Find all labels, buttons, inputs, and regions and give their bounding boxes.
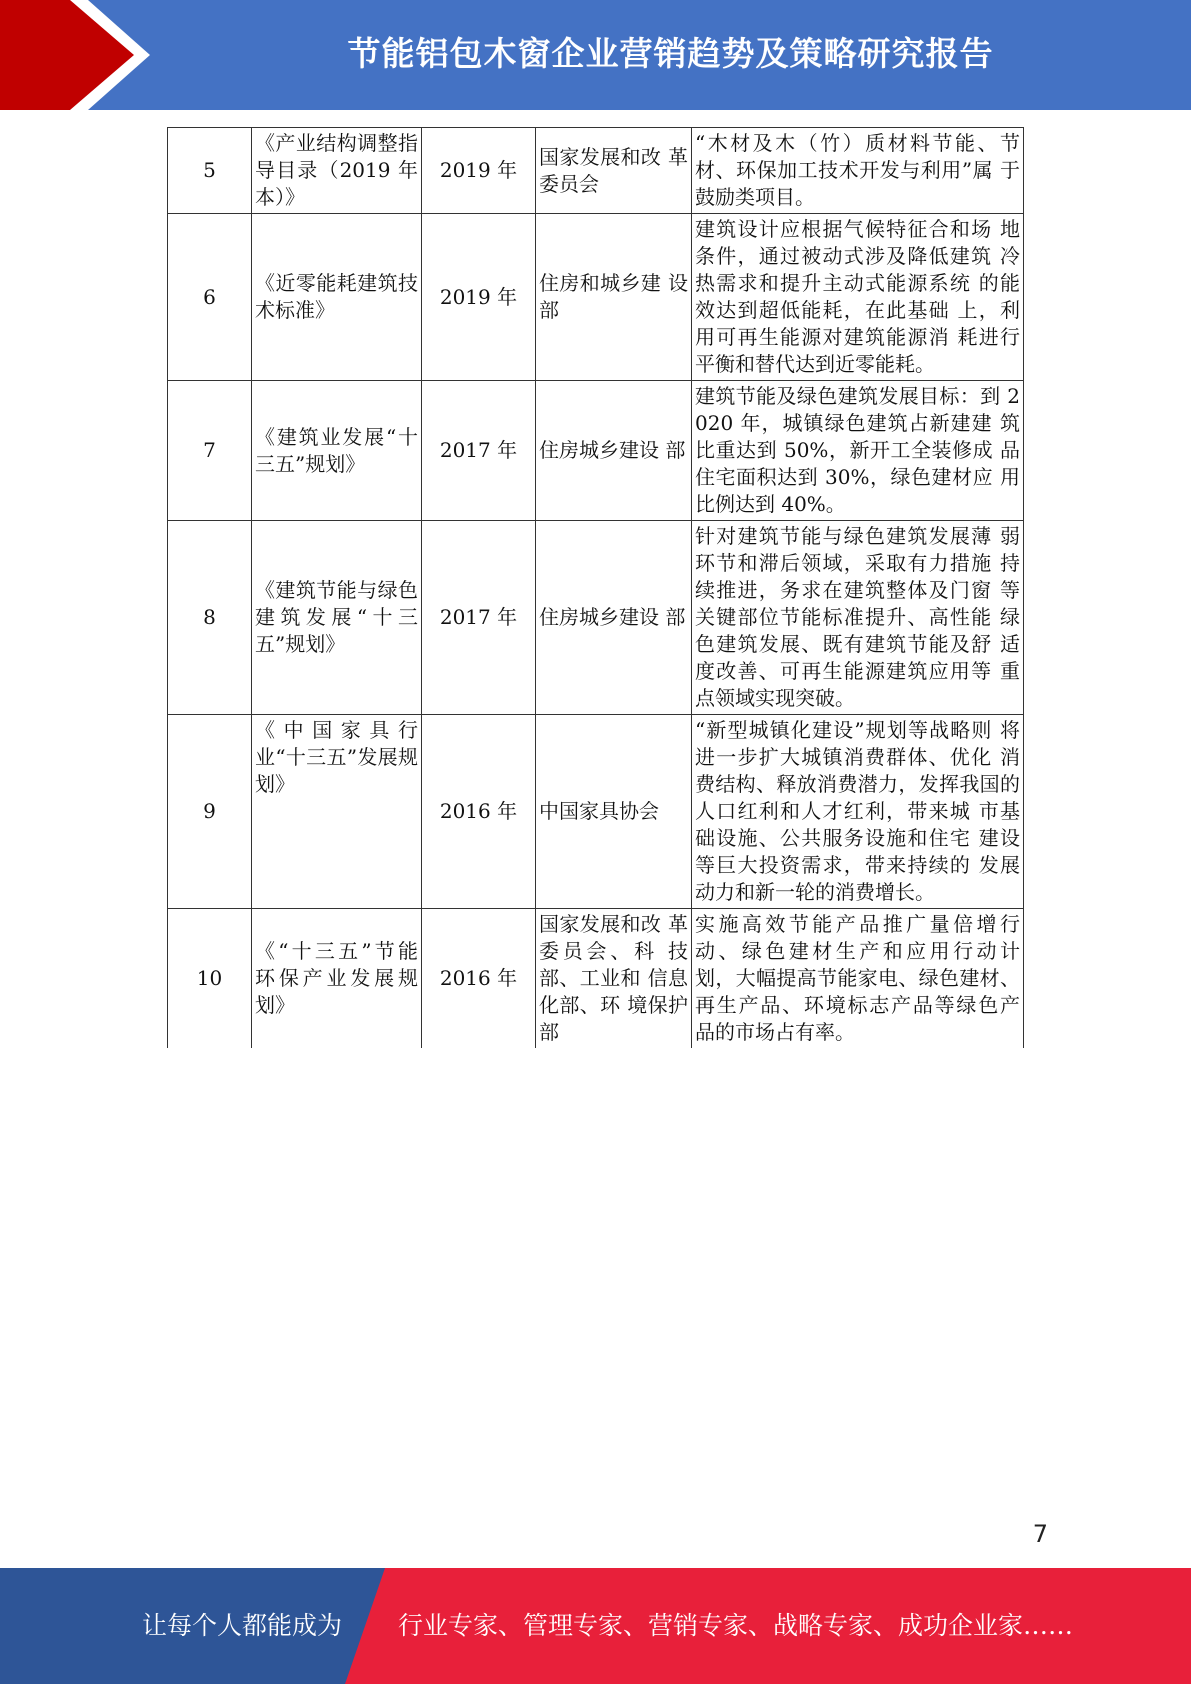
report-title: 节能铝包木窗企业营销趋势及策略研究报告 — [347, 34, 994, 73]
policy-issuer: 国家发展和改 革委员会 — [536, 128, 692, 214]
policy-name: 《产业结构调整指导目录（2019 年本）》 — [252, 128, 422, 214]
policy-content: 建筑节能及绿色建筑发展目标：到 2020 年，城镇绿色建筑占新建建 筑比重达到 50%，新开工全装修成 品住宅面积达到 30%，绿色建材应 用比例达到 40%。 — [692, 381, 1024, 521]
policy-year: 2019 年 — [422, 128, 536, 214]
footer-slogan-left: 让每个人都能成为 — [142, 1611, 343, 1640]
policy-content: 针对建筑节能与绿色建筑发展薄 弱环节和滞后领域，采取有力措施 持续推进，务求在建筑整体及门窗 等关键部位节能标准提升、高性能 绿色建筑发展、既有建筑节能及舒 适度改善、可再生能源建筑应用等 重点领域实现突破。 — [692, 521, 1024, 715]
policy-content: 建筑设计应根据气候特征合和场 地条件，通过被动式涉及降低建筑 冷热需求和提升主动式能源系统 的能效达到超低能耗，在此基础 上，利用可再生能源对建筑能源消 耗进行平衡和替代达到近零能耗。 — [692, 214, 1024, 381]
policy-table — [167, 127, 1024, 1048]
policy-year: 2019 年 — [422, 214, 536, 381]
policy-year: 2017 年 — [422, 521, 536, 715]
policy-name: 《建筑节能与绿色建筑发展“十三五”规划》 — [252, 521, 422, 715]
row-number: 7 — [168, 381, 252, 521]
row-number: 10 — [168, 909, 252, 1049]
table-row — [168, 381, 1024, 521]
page-number: 7 — [1032, 1520, 1048, 1548]
page-header — [0, 0, 1191, 110]
policy-content: “木材及木（竹）质材料节能、节 材、环保加工技术开发与利用”属 于鼓励类项目。 — [692, 128, 1024, 214]
policy-year: 2016 年 — [422, 909, 536, 1049]
policy-issuer: 国家发展和改 革委员会、科 技部、工业和 信息化部、环 境保护部 — [536, 909, 692, 1049]
policy-content: 实施高效节能产品推广量倍增行 动、绿色建材生产和应用行动计 划，大幅提高节能家电、绿色建材、 再生产品、环境标志产品等绿色产 品的市场占有率。 — [692, 909, 1024, 1049]
policy-name: 《“十三五”节能 环保产业发展规 划》 — [252, 909, 422, 1049]
policy-issuer: 住房城乡建设 部 — [536, 521, 692, 715]
policy-year: 2016 年 — [422, 715, 536, 909]
row-number: 5 — [168, 128, 252, 214]
policy-issuer: 住房和城乡建 设部 — [536, 214, 692, 381]
table-row — [168, 909, 1024, 1049]
policy-issuer: 住房城乡建设 部 — [536, 381, 692, 521]
policy-name: 《近零能耗建筑技术标准》 — [252, 214, 422, 381]
table-row — [168, 214, 1024, 381]
policy-name: 《中国家具行业“十三五”发展规划》 — [252, 715, 422, 909]
policy-name: 《建筑业发展“十三五”规划》 — [252, 381, 422, 521]
row-number: 9 — [168, 715, 252, 909]
row-number: 8 — [168, 521, 252, 715]
header-chevron-icon — [0, 0, 150, 110]
policy-issuer: 中国家具协会 — [536, 715, 692, 909]
table-row — [168, 128, 1024, 214]
policy-year: 2017 年 — [422, 381, 536, 521]
policy-table-container — [167, 127, 1024, 1048]
table-row — [168, 521, 1024, 715]
table-row — [168, 715, 1024, 909]
row-number: 6 — [168, 214, 252, 381]
page-footer — [0, 1568, 1191, 1684]
footer-slogan-right: 行业专家、管理专家、营销专家、战略专家、成功企业家…… — [398, 1611, 1074, 1640]
policy-content: “新型城镇化建设”规划等战略则 将进一步扩大城镇消费群体、优化 消费结构、释放消费潜力，发挥我国的人口红利和人才红利，带来城 市基础设施、公共服务设施和住宅 建设等巨大投资需求，带来持续的 发展动力和新一轮的消费增长。 — [692, 715, 1024, 909]
